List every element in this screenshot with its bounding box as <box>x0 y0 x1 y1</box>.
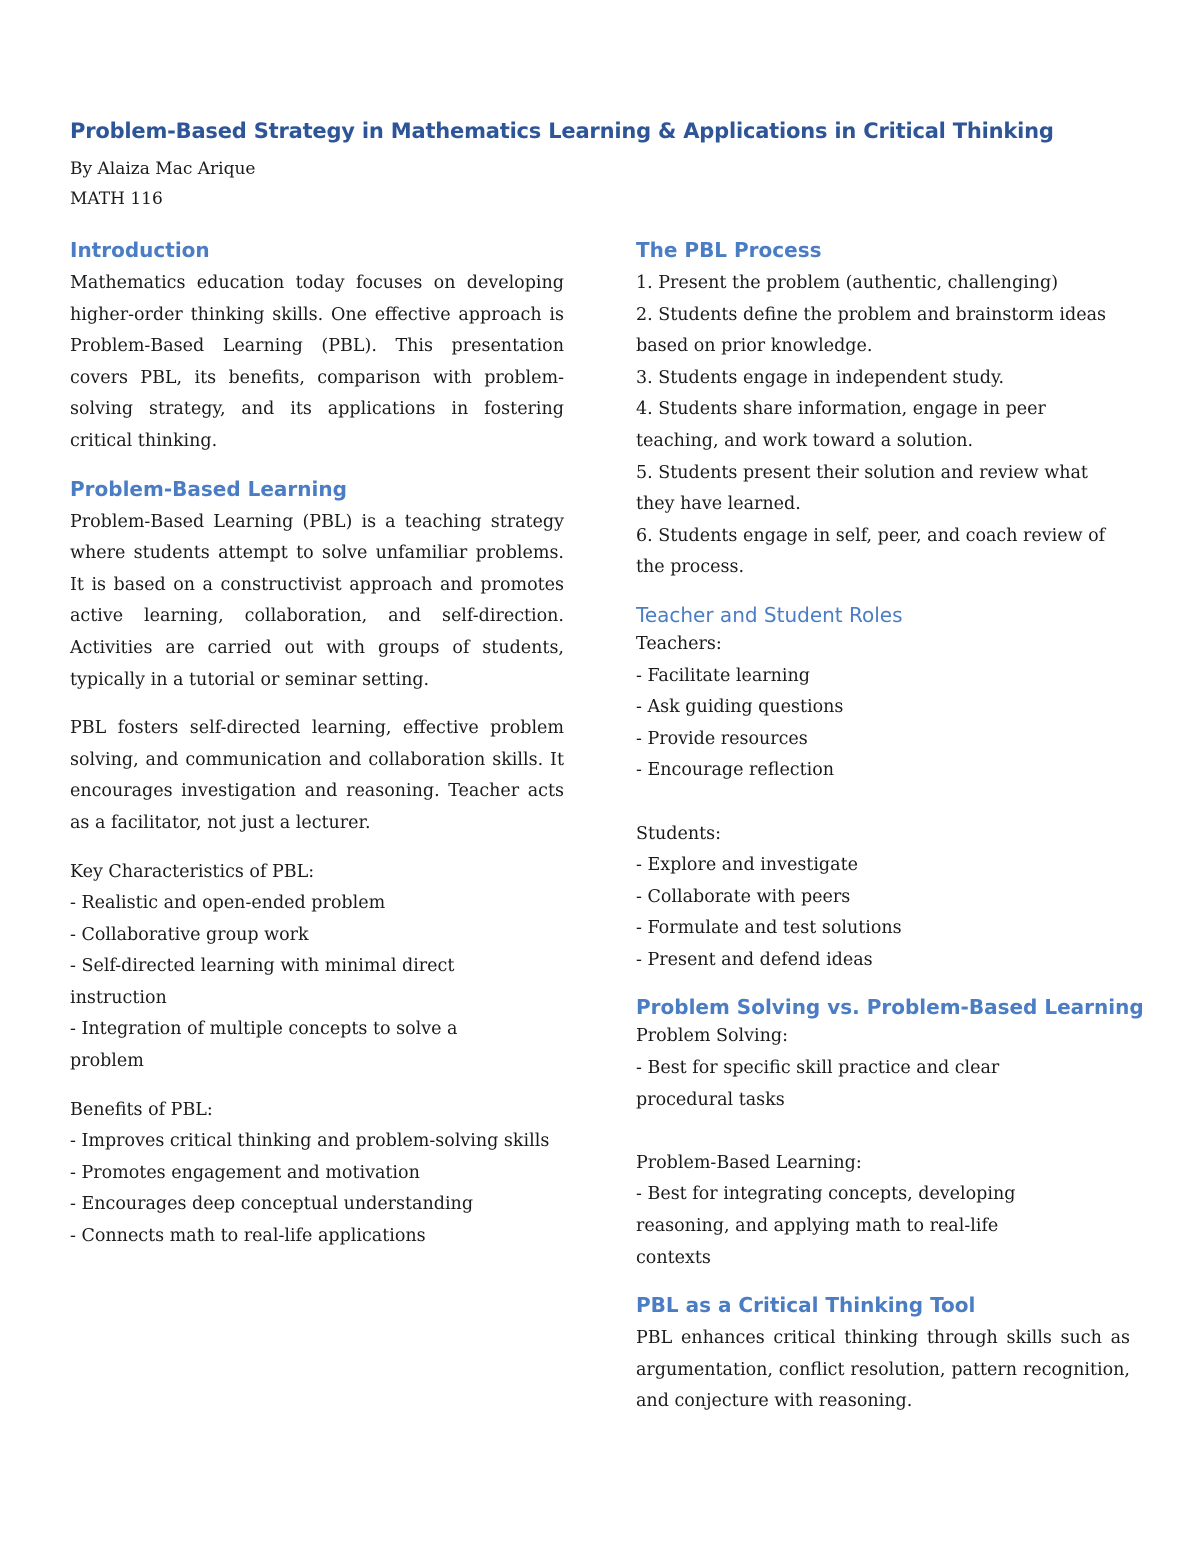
student-role-item: - Collaborate with peers <box>636 886 851 907</box>
process-step: 6. Students engage in self, peer, and coach review of the process. <box>636 525 1106 578</box>
teacher-role-item: - Ask guiding questions <box>636 697 844 718</box>
student-role-item: - Formulate and test solutions <box>636 918 902 939</box>
pbl-paragraph-1: Problem-Based Learning (PBL) is a teaching strategy where students attempt to solve unfamiliar problems. It is based on a constructivist approach and promotes active learning, collaboration, and self-direction. Activities are carried out with groups of students, typically in a tutorial or seminar setting. <box>70 511 564 690</box>
pbl-compare-label: Problem-Based Learning: <box>636 1152 862 1173</box>
key-characteristic-item: - Integration of multiple concepts to solve a problem <box>70 1019 458 1072</box>
key-characteristic-item: - Self-directed learning with minimal direct instruction <box>70 956 455 1008</box>
pbl-heading: Problem-Based Learning <box>70 476 347 501</box>
teachers-label: Teachers: <box>636 633 722 654</box>
student-role-item: - Explore and investigate <box>636 855 858 876</box>
process-step: 1. Present the problem (authentic, challenging) <box>636 273 1059 293</box>
key-characteristic-item: - Collaborative group work <box>70 924 309 945</box>
student-role-item: - Present and defend ideas <box>636 949 873 970</box>
critical-thinking-tool-body: PBL enhances critical thinking through skills such as argumentation, conflict resolution, pattern recognition, and conjecture with reasoning. <box>636 1328 1130 1412</box>
teacher-role-item: - Provide resources <box>636 728 808 749</box>
process-step: 2. Students define the problem and brainstorm ideas based on prior knowledge. <box>636 304 1106 357</box>
benefit-item: - Improves critical thinking and problem-solving skills <box>70 1131 550 1152</box>
right-column <box>636 236 1144 1418</box>
critical-thinking-tool-heading: PBL as a Critical Thinking Tool <box>636 1293 976 1318</box>
course-line: MATH 116 <box>70 189 163 209</box>
process-step: 3. Students engage in independent study. <box>636 367 1005 388</box>
teacher-role-item: - Encourage reflection <box>636 760 835 781</box>
roles-heading: Teacher and Student Roles <box>636 602 903 627</box>
pbl-paragraph-2: PBL fosters self-directed learning, effective problem solving, and communication and collaboration skills. It encourages investigation and reasoning. Teacher acts as a facilitator, not just a lecturer. <box>70 718 564 833</box>
benefits-label: Benefits of PBL: <box>70 1099 213 1120</box>
key-characteristic-item: - Realistic and open-ended problem <box>70 893 386 914</box>
benefit-item: - Encourages deep conceptual understanding <box>70 1194 474 1215</box>
comparison-heading: Problem Solving vs. Problem-Based Learning <box>636 995 1144 1020</box>
key-characteristics-label: Key Characteristics of PBL: <box>70 861 315 882</box>
introduction-body: Mathematics education today focuses on developing higher-order thinking skills. One effective approach is Problem-Based Learning (PBL). This presentation covers PBL, its benefits, comparison with problem-solving strategy, and its applications in fostering critical thinking. <box>70 273 564 451</box>
students-label: Students: <box>636 823 722 844</box>
problem-solving-label: Problem Solving: <box>636 1026 788 1047</box>
left-column <box>70 236 564 1253</box>
benefit-item: - Promotes engagement and motivation <box>70 1162 420 1183</box>
document-title: Problem-Based Strategy in Mathematics Learning & Applications in Critical Thinking <box>70 119 1054 143</box>
problem-solving-item: - Best for specific skill practice and clear procedural tasks <box>636 1058 1000 1110</box>
pbl-process-heading: The PBL Process <box>636 238 822 262</box>
author-line: By Alaiza Mac Arique <box>70 159 256 179</box>
teacher-role-item: - Facilitate learning <box>636 665 810 686</box>
benefit-item: - Connects math to real-life applications <box>70 1226 426 1247</box>
pbl-compare-item: - Best for integrating concepts, developing reasoning, and applying math to real-life contexts <box>636 1184 1016 1268</box>
process-step: 4. Students share information, engage in peer teaching, and work toward a solution. <box>636 399 1046 451</box>
introduction-heading: Introduction <box>70 238 210 262</box>
process-step: 5. Students present their solution and review what they have learned. <box>636 462 1088 515</box>
